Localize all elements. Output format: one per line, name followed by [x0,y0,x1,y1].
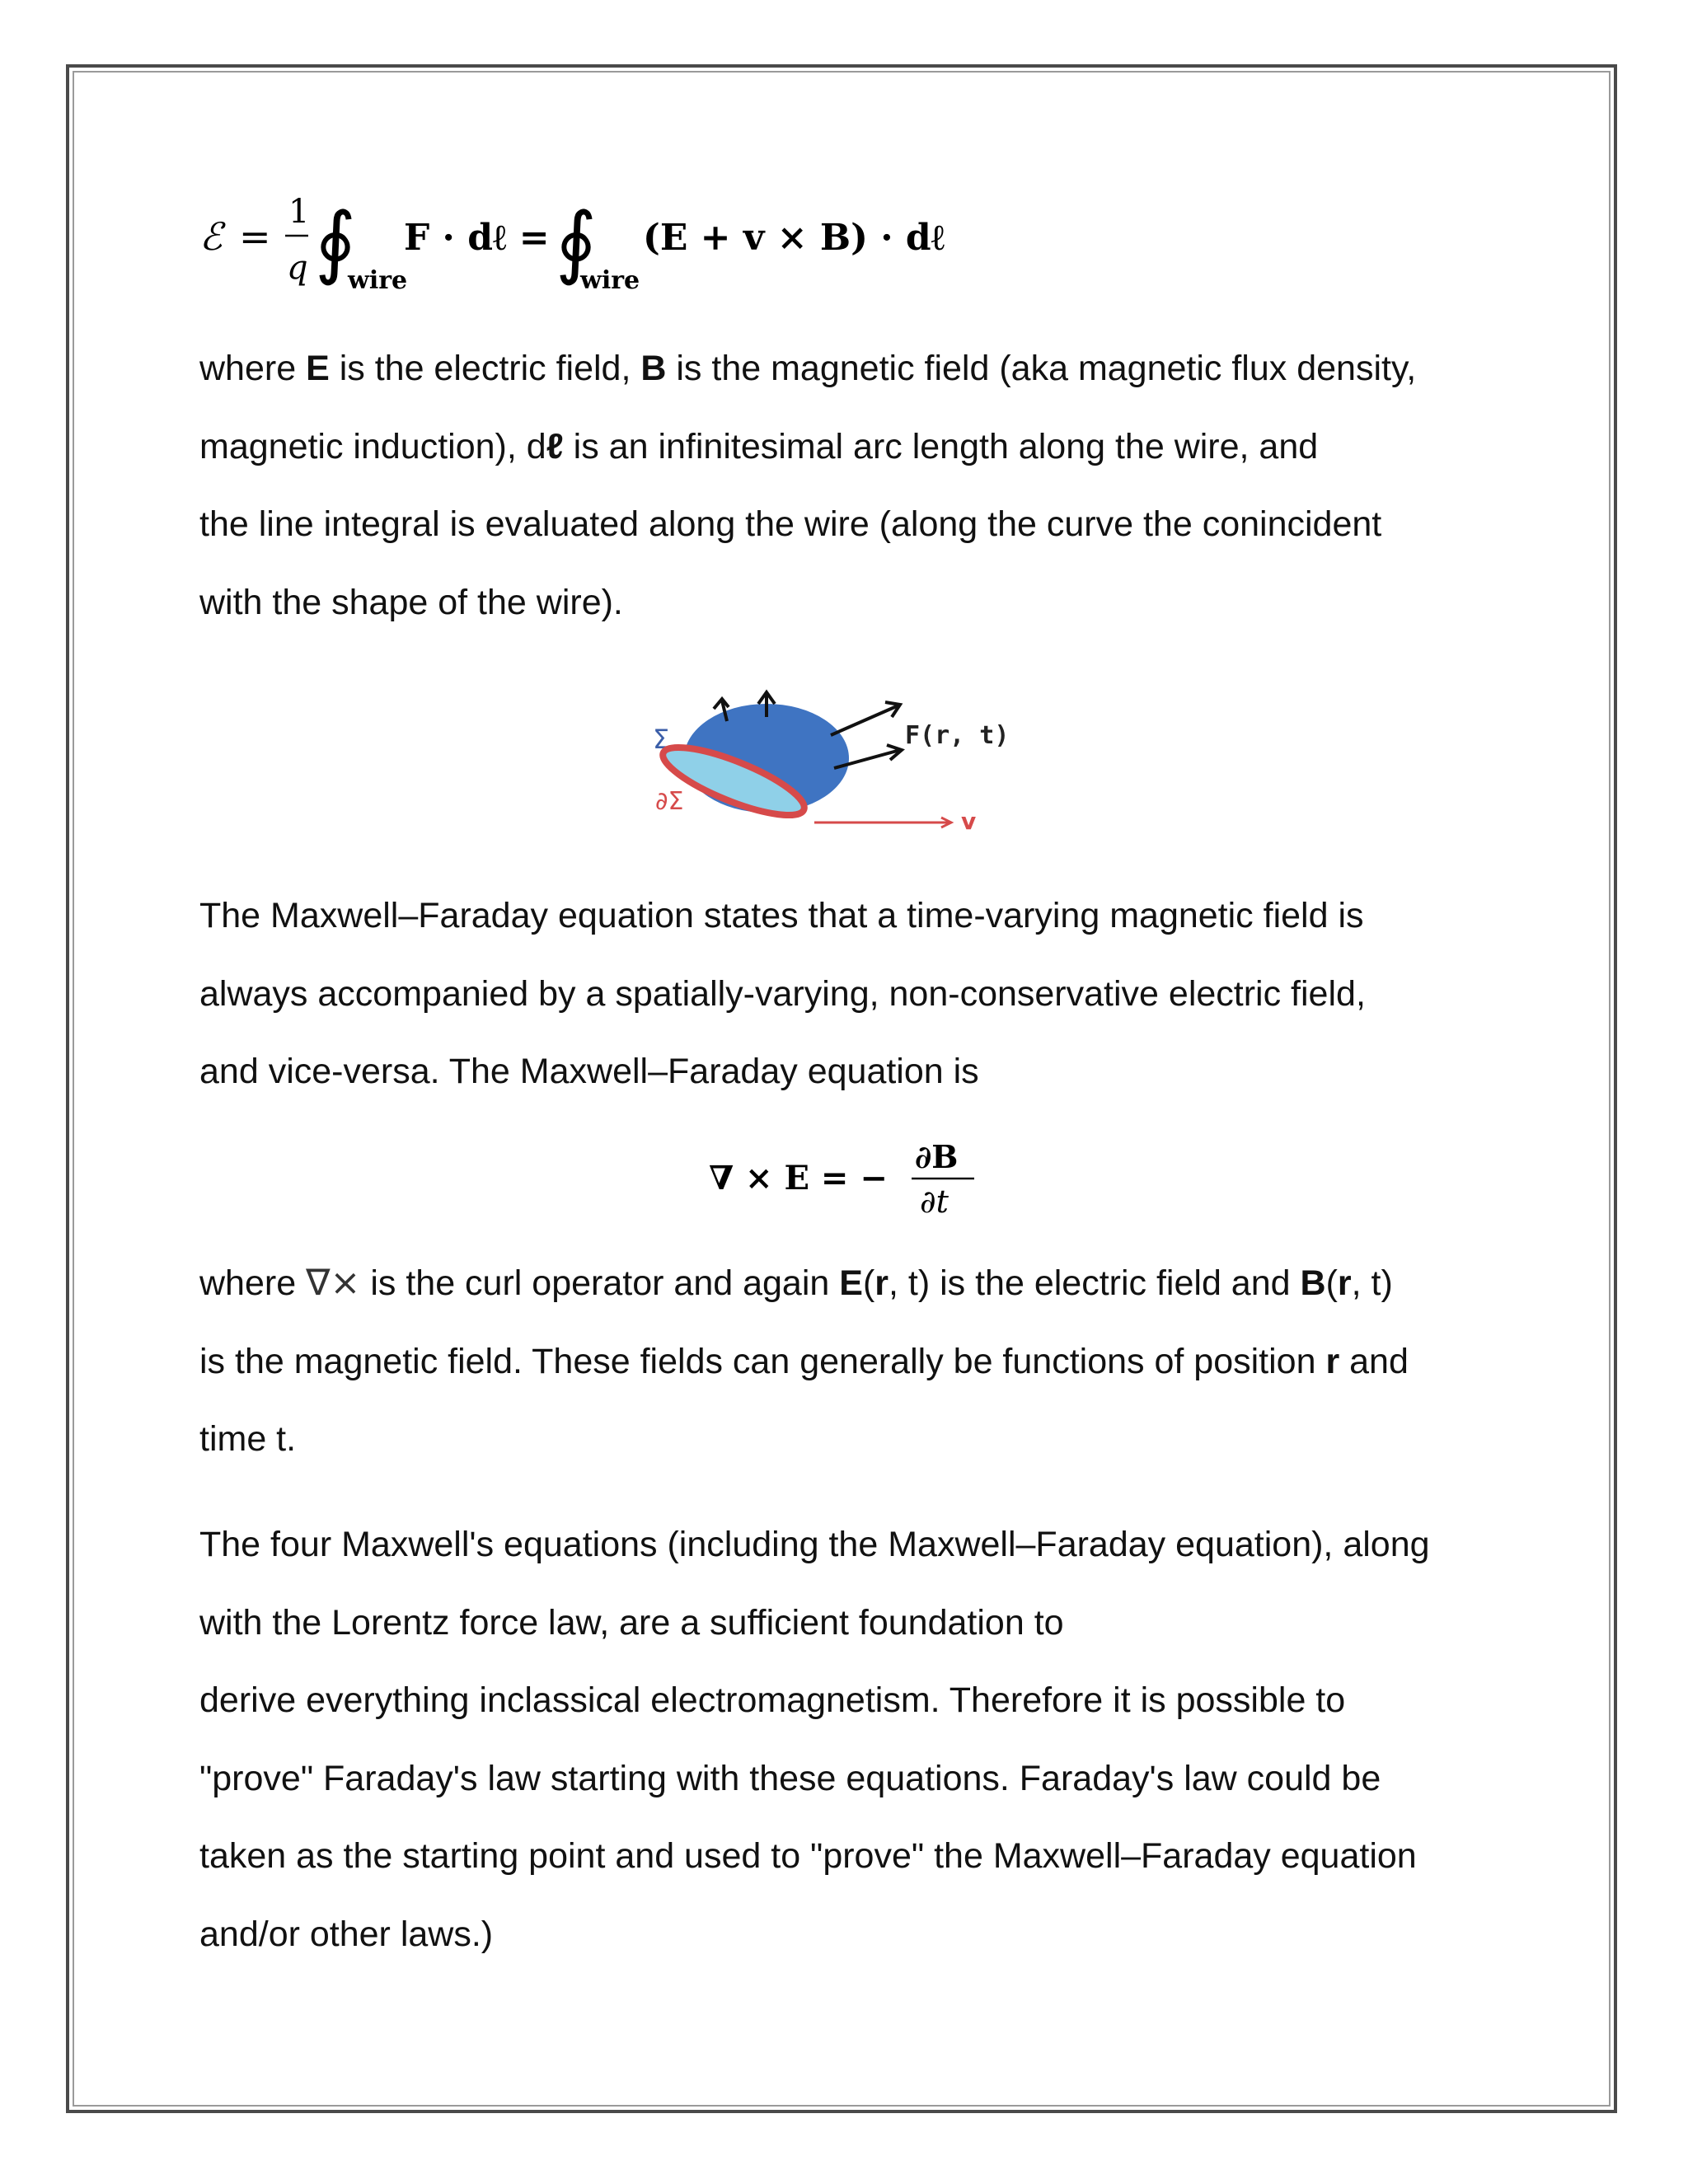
curl-lhs: ∇ × E = − [709,1159,888,1197]
maxwell-faraday-equation [709,1133,989,1224]
fraction-numerator: 1 [288,193,310,231]
fraction-denominator: q [287,249,308,287]
contour-integral-2: ∮ [556,195,598,288]
derivative-denominator: ∂t [920,1183,949,1220]
paragraph-4 [199,1506,1518,1973]
paragraph-4-line-6: and/or other laws.) [199,1914,494,1954]
paragraph-4-line-4: "prove" Faraday's law starting with these equations. Faraday's law could be [199,1758,1381,1798]
velocity-label: v [961,808,977,835]
paragraph-1-line-4: with the shape of the wire). [199,582,623,622]
curl-operator: ∇× [306,1262,361,1304]
paragraph-2-line-1: The Maxwell–Faraday equation states that a time-varying magnetic field is [199,896,1364,935]
paragraph-3 [199,1244,1518,1479]
velocity-arrow [814,818,951,827]
force-label: F(r, t) [905,721,1010,750]
integrand-1: F · dℓ = [404,217,550,259]
paragraph-4-line-2: with the Lorentz force law, are a sufficient foundation to [199,1602,1064,1643]
paragraph-4-line-3: derive everything inclassical electromagnetism. Therefore it is possible to [199,1680,1346,1720]
paragraph-4-line-5: taken as the starting point and used to "prove" the Maxwell–Faraday equation [199,1836,1417,1876]
contour-integral-1: ∮ [315,195,357,288]
paragraph-3-line-3: time t. [199,1419,297,1459]
integral-subscript-2: wire [580,266,640,295]
paragraph-3-line-2: is the magnetic field. These fields can generally be functions of position r and [199,1341,1409,1381]
integrand-2: (E + v × B) · dℓ [643,217,945,259]
boundary-label: ∂Σ [655,787,684,816]
emf-equation [199,180,1024,303]
derivative-numerator: ∂B [915,1138,959,1175]
paragraph-1 [199,330,1518,641]
paragraph-1-line-1: where E is the electric field, B is the magnetic field (aka magnetic flux density, [199,349,1417,388]
paragraph-1-line-2: magnetic induction), dℓ is an infinitesimal arc length along the wire, and [199,426,1319,466]
paragraph-1-line-3: the line integral is evaluated along the wire (along the curve the conincident [199,504,1382,544]
paragraph-2 [199,877,1518,1111]
surface-figure [643,676,1039,841]
paragraph-3-line-1: where ∇× is the curl operator and again E(r, t) is the electric field and B(r, t) [199,1262,1393,1304]
integral-subscript-1: wire [348,266,408,295]
equals-sign: = [239,214,271,259]
sigma-label: Σ [653,724,670,755]
paragraph-2-line-2: always accompanied by a spatially-varying, non-conservative electric field, [199,973,1366,1014]
paragraph-2-line-3: and vice-versa. The Maxwell–Faraday equation is [199,1052,979,1091]
paragraph-4-line-1: The four Maxwell's equations (including the Maxwell–Faraday equation), along [199,1525,1430,1564]
emf-symbol: ℰ [199,214,223,259]
